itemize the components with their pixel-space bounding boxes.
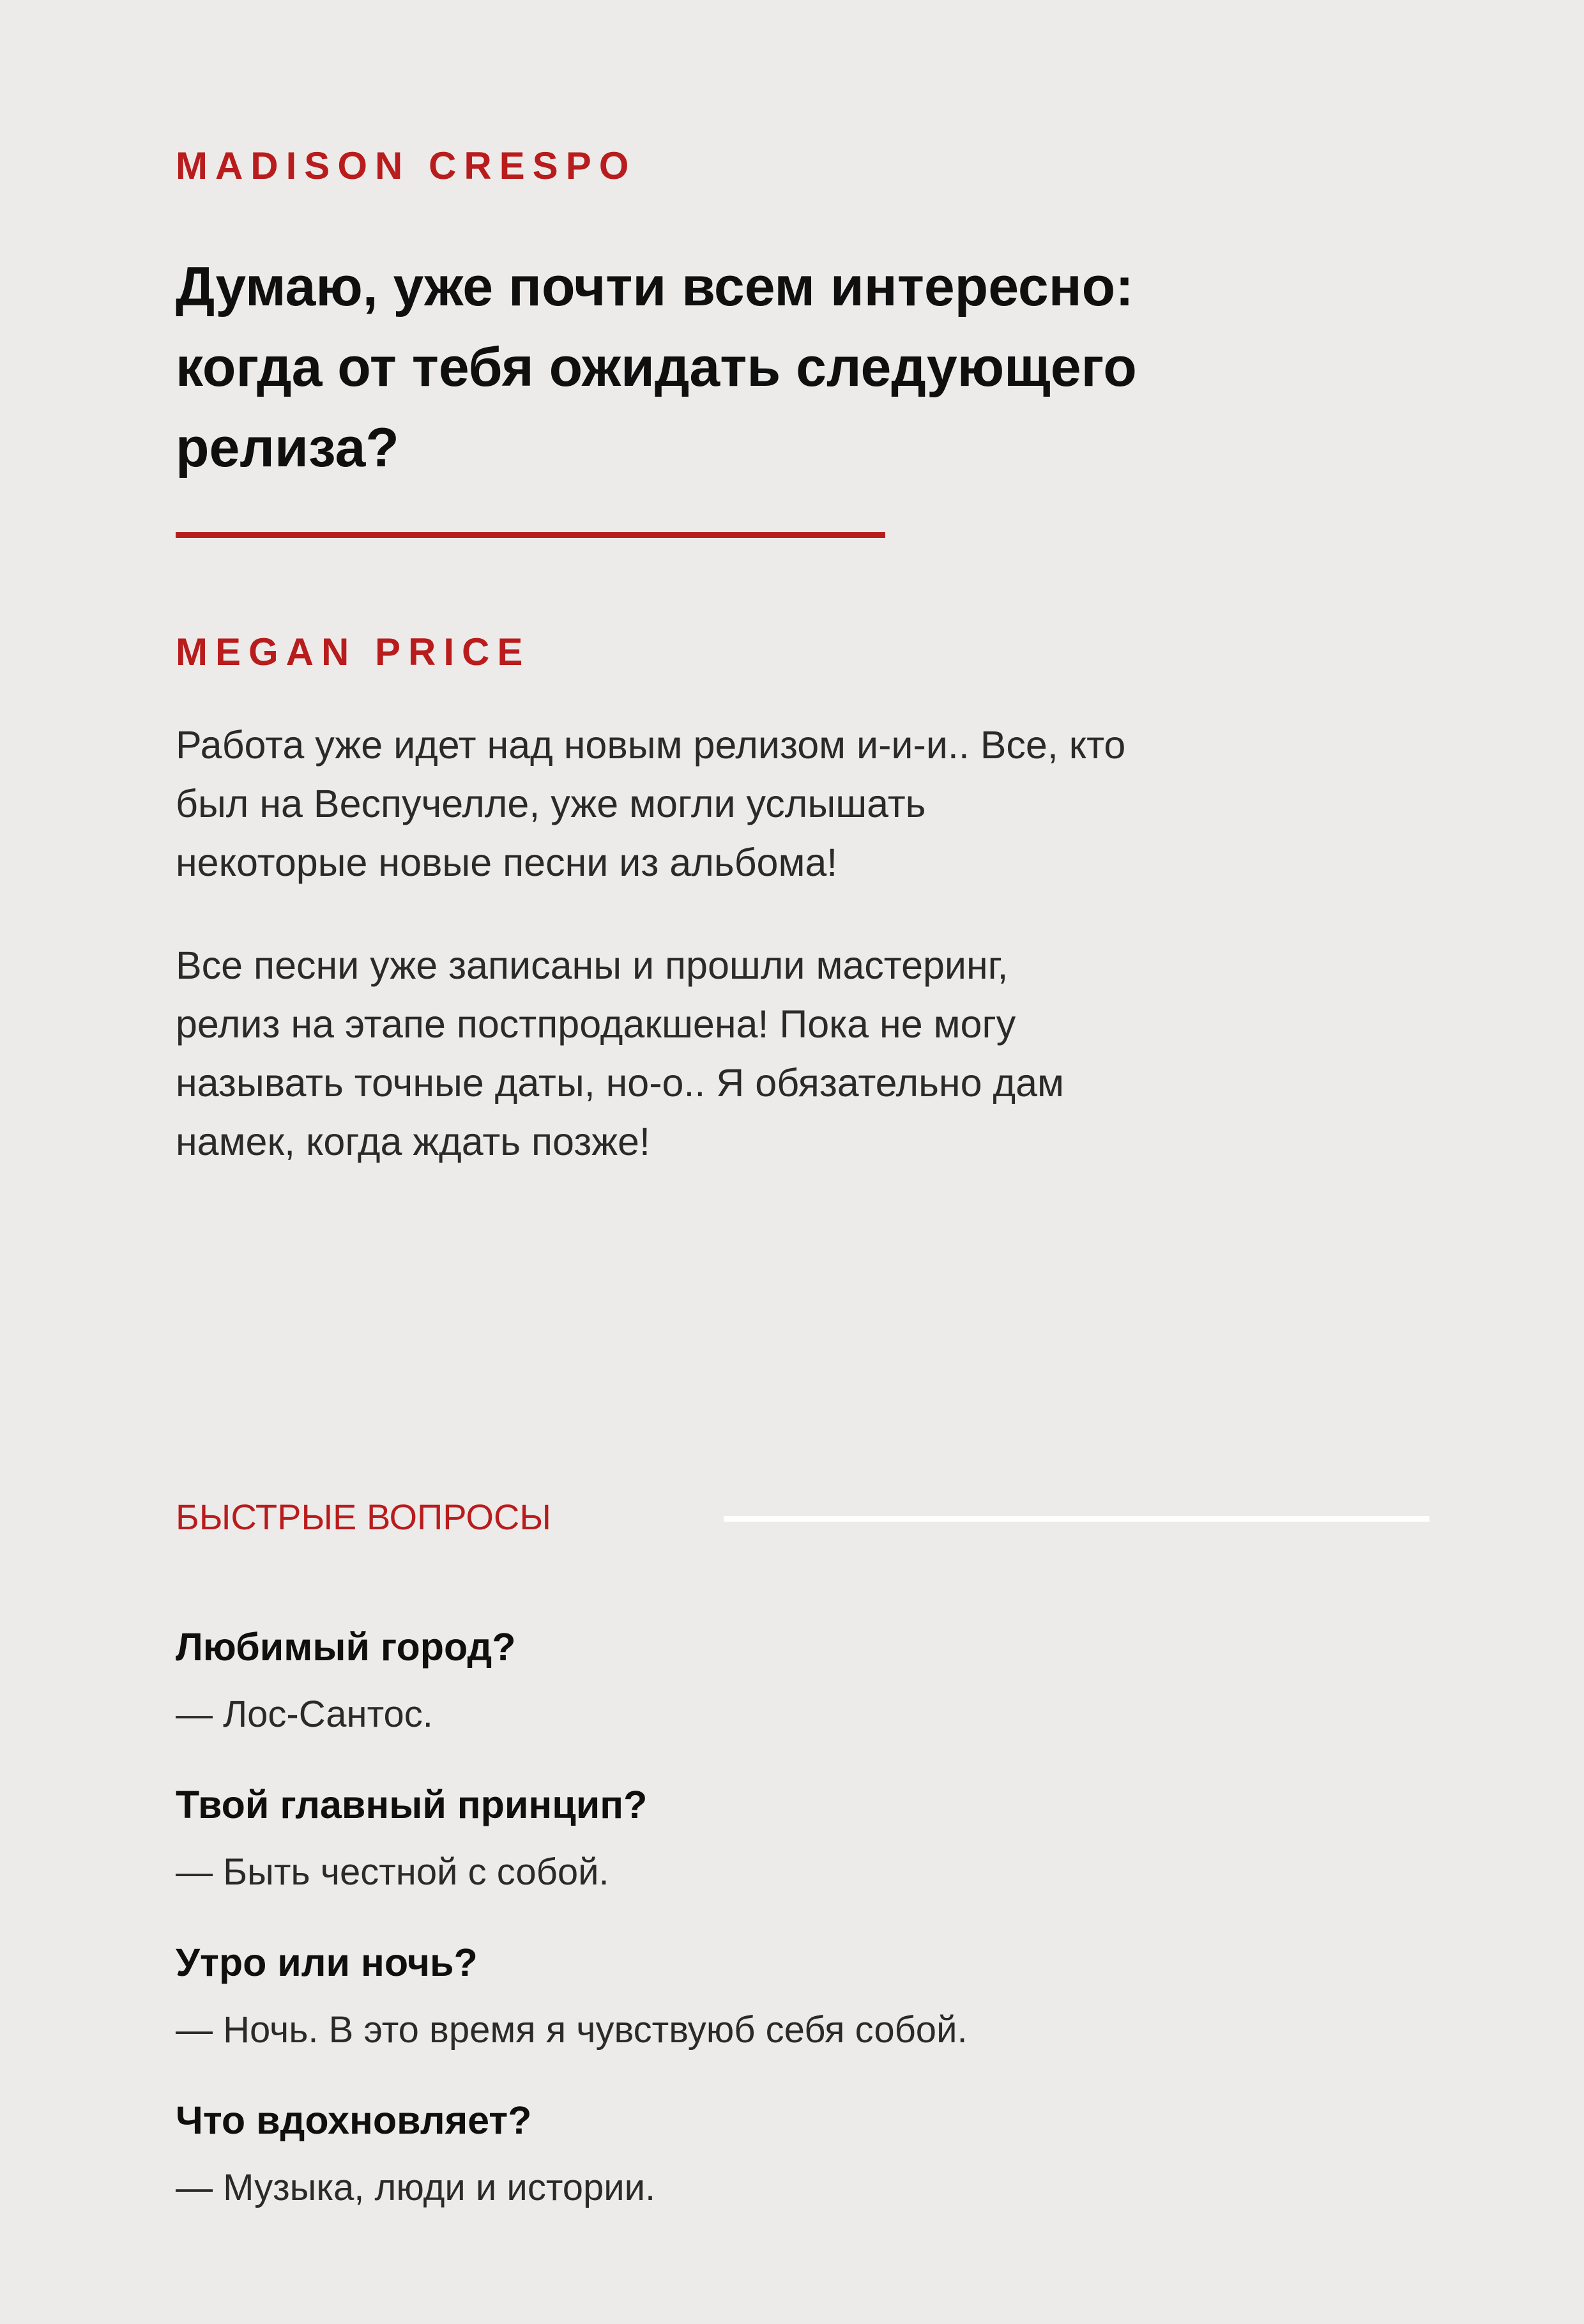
quick-question: Утро или ночь? [176,1941,478,1984]
quick-questions-divider [724,1516,1429,1522]
answer-line: релиз на этапе постпродакшена! Пока не могу [176,1002,1016,1046]
question-line: релиза? [176,417,399,478]
answer-line: некоторые новые песни из альбома! [176,841,838,884]
quick-question: Твой главный принцип? [176,1783,648,1826]
respondent-name: MEGAN PRICE [176,631,531,673]
quick-question: Что вдохновляет? [176,2098,532,2142]
question-divider [176,532,885,538]
answer-line: называть точные даты, но-о.. Я обязательно дам [176,1061,1064,1105]
question-line: Думаю, уже почти всем интересно: [176,256,1134,317]
answer-paragraph [176,936,1064,1171]
quick-answer: — Быть честной с собой. [176,1851,609,1893]
quick-questions-title: БЫСТРЫЕ ВОПРОСЫ [176,1497,551,1537]
quick-answer: — Лос-Сантос. [176,1693,433,1735]
quick-answer: — Ночь. В это время я чувствуюб себя собой. [176,2009,968,2051]
answer-paragraph [176,715,1125,892]
question-line: когда от тебя ожидать следующего [176,337,1137,398]
answer-line: был на Веспучелле, уже могли услышать [176,782,926,825]
interview-page [176,0,1453,2324]
quick-answer: — Музыка, люди и истории. [176,2167,656,2208]
interview-question [176,247,1389,488]
quick-question: Любимый город? [176,1625,516,1669]
answer-line: Работа уже идет над новым релизом и-и-и.. Все, кто [176,723,1126,767]
interviewer-name: MADISON CRESPO [176,144,637,187]
answer-line: намек, когда ждать позже! [176,1120,650,1163]
answer-line: Все песни уже записаны и прошли мастеринг, [176,944,1009,987]
